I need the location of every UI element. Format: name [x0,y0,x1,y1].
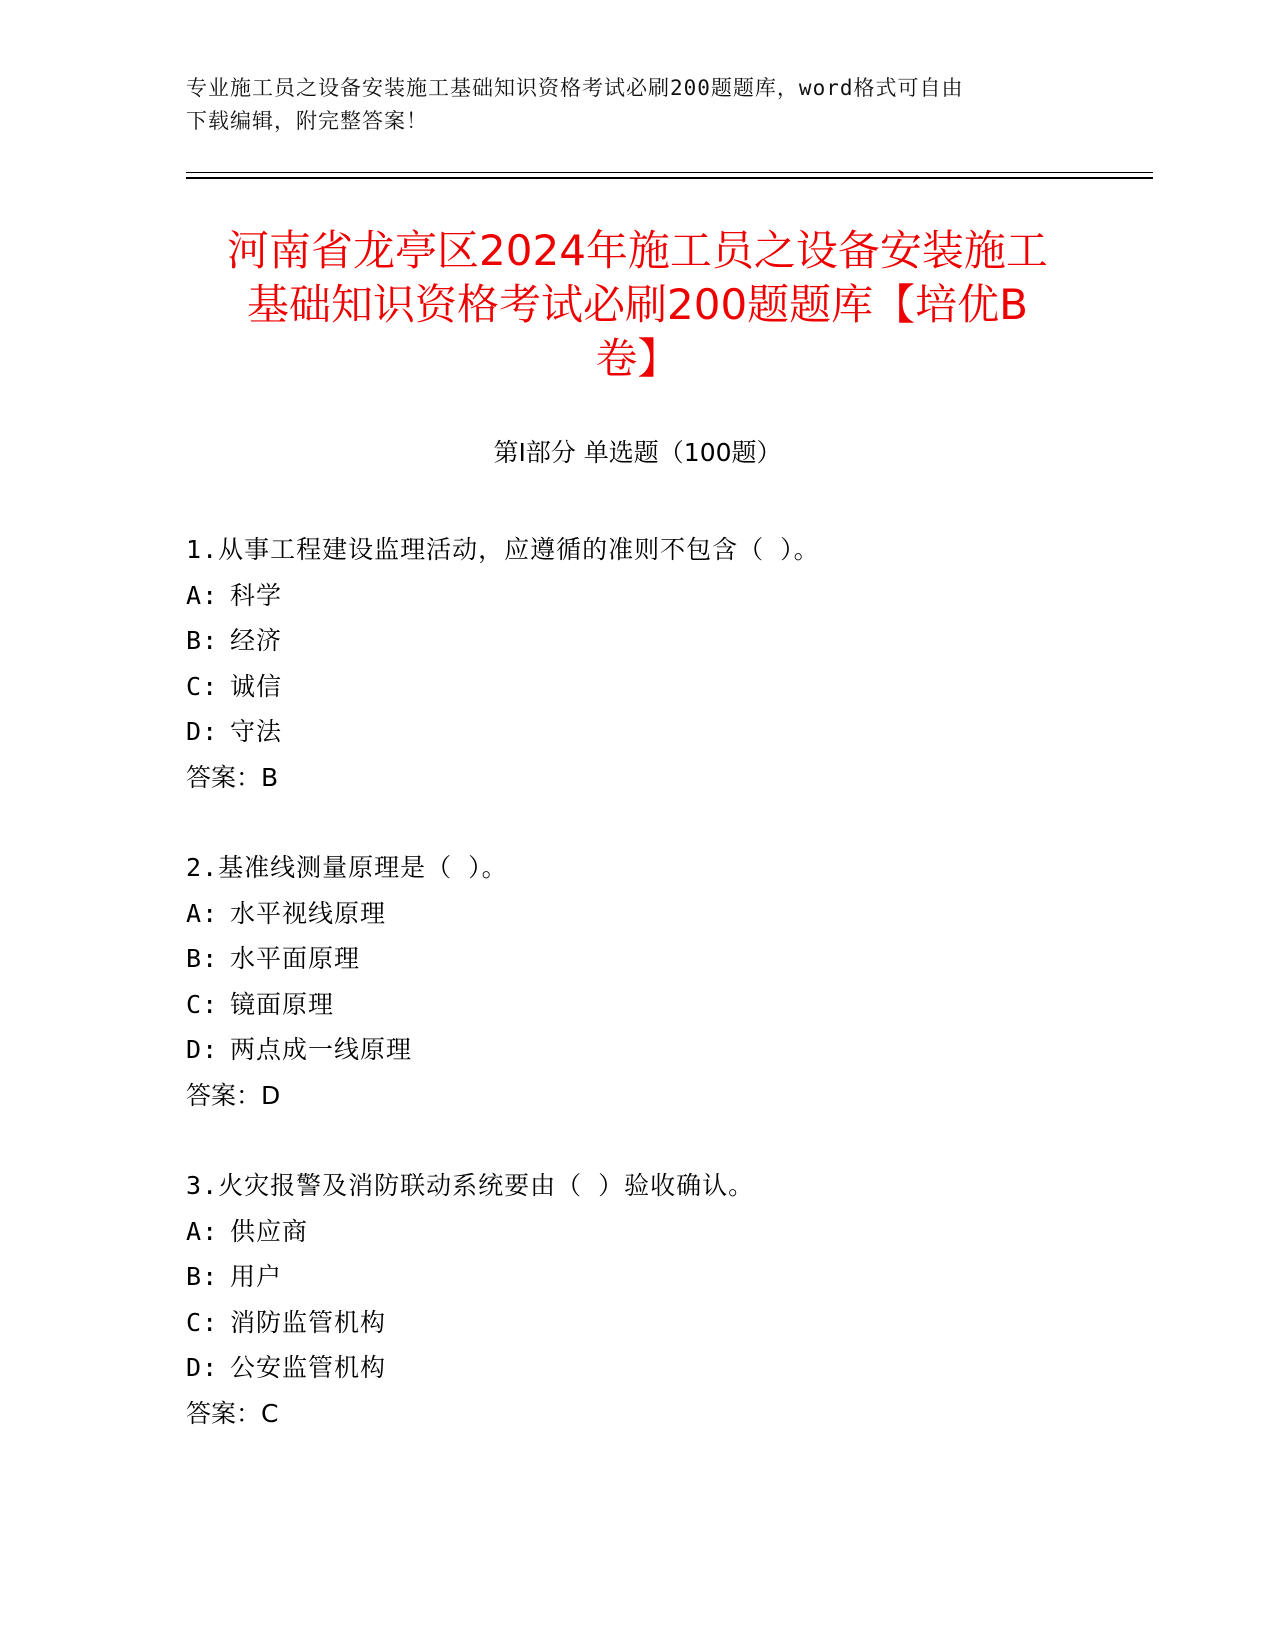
option-a [186,891,1146,937]
option-text: 公安监管机构 [230,1353,387,1382]
question-number: 2 . [186,845,218,891]
answer-prefix: 答案： [186,1080,262,1110]
option-letter: A : [186,891,230,937]
option-text: 水平面原理 [230,944,361,973]
option-c [186,982,1146,1028]
section-heading: 第Ⅰ部分 单选题（100题） [493,438,782,467]
header-note-line-2: 下载编辑，附完整答案！ [186,109,428,133]
question-item [186,1163,1146,1436]
answer-prefix: 答案： [186,762,262,792]
header-rule-bottom [186,177,1153,179]
option-text: 镜面原理 [230,989,335,1019]
question-text: 火灾报警及消防联动系统要由（ ）验收确认。 [218,1171,755,1200]
option-letter: B : [186,936,230,982]
option-text: 供应商 [230,1216,309,1246]
answer-value: B [261,762,279,792]
answer-line [186,1073,1146,1119]
option-d [186,1345,1146,1391]
option-letter: D : [186,1345,230,1391]
option-text: 经济 [230,626,283,655]
option-text: 用户 [230,1262,283,1291]
option-d [186,1027,1146,1073]
answer-line [186,755,1146,801]
option-b [186,936,1146,982]
option-c [186,1300,1146,1346]
option-text: 科学 [230,580,283,610]
question-stem [186,527,1146,573]
option-text: 消防监管机构 [230,1307,387,1337]
option-letter: B : [186,1254,230,1300]
option-a [186,1209,1146,1255]
question-stem [186,845,1146,891]
answer-value: C [261,1398,279,1428]
question-item [186,527,1146,800]
option-text: 诚信 [230,671,283,701]
document-title [150,224,1125,386]
answer-prefix: 答案： [186,1398,262,1428]
option-text: 两点成一线原理 [230,1035,413,1064]
option-letter: D : [186,1027,230,1073]
option-letter: B : [186,618,230,664]
option-a [186,573,1146,619]
header-note-line-1: 专业施工员之设备安装施工基础知识资格考试必刷200题题库，word格式可自由 [186,76,964,100]
option-b [186,1254,1146,1300]
question-text: 从事工程建设监理活动，应遵循的准则不包含（ ）。 [218,535,820,564]
question-item [186,845,1146,1118]
option-letter: C : [186,1300,230,1346]
option-text: 水平视线原理 [230,898,387,928]
option-letter: C : [186,664,230,710]
title-line-2: 基础知识资格考试必刷200题题库【培优B [247,280,1028,329]
option-letter: A : [186,573,230,619]
option-b [186,618,1146,664]
answer-line [186,1391,1146,1437]
header-note [186,72,1086,138]
header-rule-top [186,172,1153,173]
option-letter: C : [186,982,230,1028]
title-line-3: 卷】 [595,334,680,383]
question-text: 基准线测量原理是（ ）。 [218,853,508,882]
answer-value: D [261,1080,281,1110]
option-text: 守法 [230,717,283,746]
option-d [186,709,1146,755]
title-line-1: 河南省龙亭区2024年施工员之设备安装施工 [227,226,1048,275]
question-number: 3 . [186,1163,218,1209]
question-stem [186,1163,1146,1209]
question-list [186,527,1146,1481]
question-number: 1 . [186,527,218,573]
option-letter: A : [186,1209,230,1255]
option-letter: D : [186,709,230,755]
option-c [186,664,1146,710]
